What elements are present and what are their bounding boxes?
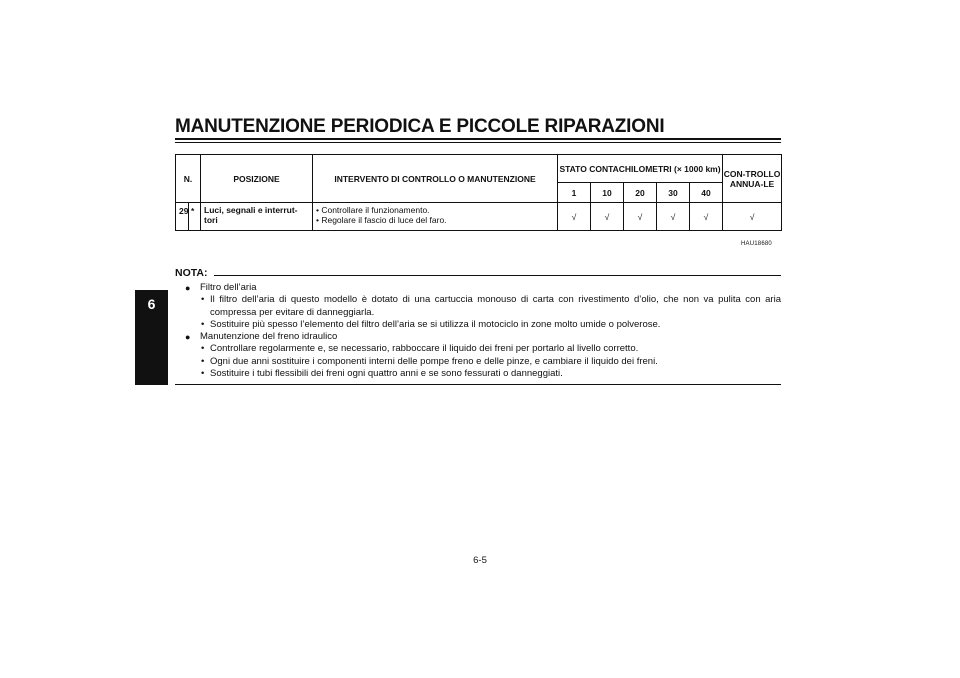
dot-icon: • bbox=[201, 343, 205, 355]
list-subitem bbox=[175, 319, 781, 331]
title-rule bbox=[175, 138, 781, 140]
chapter-tab bbox=[135, 290, 168, 385]
header-position: POSIZIONE bbox=[201, 155, 313, 203]
nota-list bbox=[175, 282, 781, 380]
odometer-10: 10 bbox=[591, 183, 624, 203]
list-subitem-text: Ogni due anni sostituire i componenti interni delle pompe freno e delle pinze, e cambiare il liquido dei freni. bbox=[210, 355, 658, 367]
header-annual-check: CON-TROLLO ANNUA-LE bbox=[723, 155, 782, 203]
row-actions bbox=[313, 203, 558, 231]
row-number: 29 bbox=[176, 203, 189, 231]
page-title: MANUTENZIONE PERIODICA E PICCOLE RIPARAZIONI bbox=[175, 116, 665, 137]
bullet-icon: ● bbox=[185, 283, 191, 293]
dot-icon: • bbox=[201, 355, 205, 367]
title-rule-thin bbox=[175, 142, 781, 143]
row-action-check: • Controllare il funzionamento. bbox=[316, 205, 430, 215]
list-subitem-text: Sostituire i tubi flessibili dei freni ogni quattro anni e se sono fessurati o danneggiati. bbox=[210, 368, 563, 380]
header-odometer: STATO CONTACHILOMETRI (× 1000 km) bbox=[558, 155, 723, 183]
chapter-tab-label: 6 bbox=[147, 296, 156, 312]
table-row bbox=[176, 203, 782, 231]
odometer-40: 40 bbox=[690, 183, 723, 203]
check-1: √ bbox=[558, 203, 591, 231]
dot-icon: • bbox=[201, 368, 205, 380]
list-subitem bbox=[175, 343, 781, 355]
dot-icon: • bbox=[201, 318, 205, 330]
bullet-icon: ● bbox=[185, 332, 191, 343]
list-subitem-text: Controllare regolarmente e, se necessario, rabboccare il liquido dei freni per portarlo al livello corretto. bbox=[210, 343, 639, 355]
list-subitem bbox=[175, 294, 781, 319]
odometer-1: 1 bbox=[558, 183, 591, 203]
list-subitem bbox=[175, 368, 781, 380]
nota-bottom-rule bbox=[175, 384, 781, 385]
check-30: √ bbox=[657, 203, 690, 231]
header-n: N. bbox=[176, 155, 201, 203]
list-subitem bbox=[175, 356, 781, 368]
header-intervention: INTERVENTO DI CONTROLLO O MANUTENZIONE bbox=[313, 155, 558, 203]
nota-rule bbox=[214, 275, 781, 276]
list-item bbox=[175, 331, 781, 343]
odometer-30: 30 bbox=[657, 183, 690, 203]
row-position: Luci, segnali e interrut-tori bbox=[201, 203, 313, 231]
check-10: √ bbox=[591, 203, 624, 231]
list-item-title: Manutenzione del freno idraulico bbox=[200, 331, 338, 343]
list-subitem-text: Sostituire più spesso l’elemento del filtro dell’aria se si utilizza il motociclo in zone molto umide o polverose. bbox=[210, 318, 661, 330]
dot-icon: • bbox=[201, 294, 205, 306]
list-item-title: Filtro dell’aria bbox=[200, 282, 257, 293]
reference-code: HAU18680 bbox=[741, 241, 772, 247]
row-marker: * bbox=[189, 203, 201, 231]
list-subitem-text: Il filtro dell’aria di questo modello è dotato di una cartuccia monouso di carta con rivestimento d’olio, che non va pulita con aria compressa per evitare di danneggiarla. bbox=[210, 294, 781, 318]
nota-heading: NOTA: bbox=[175, 267, 208, 279]
row-action-adjust: • Regolare il fascio di luce del faro. bbox=[316, 215, 447, 225]
page-number: 6-5 bbox=[473, 555, 487, 566]
check-40: √ bbox=[690, 203, 723, 231]
odometer-20: 20 bbox=[624, 183, 657, 203]
list-item bbox=[175, 282, 781, 294]
check-annual: √ bbox=[723, 203, 782, 231]
maintenance-table bbox=[175, 154, 782, 231]
check-20: √ bbox=[624, 203, 657, 231]
